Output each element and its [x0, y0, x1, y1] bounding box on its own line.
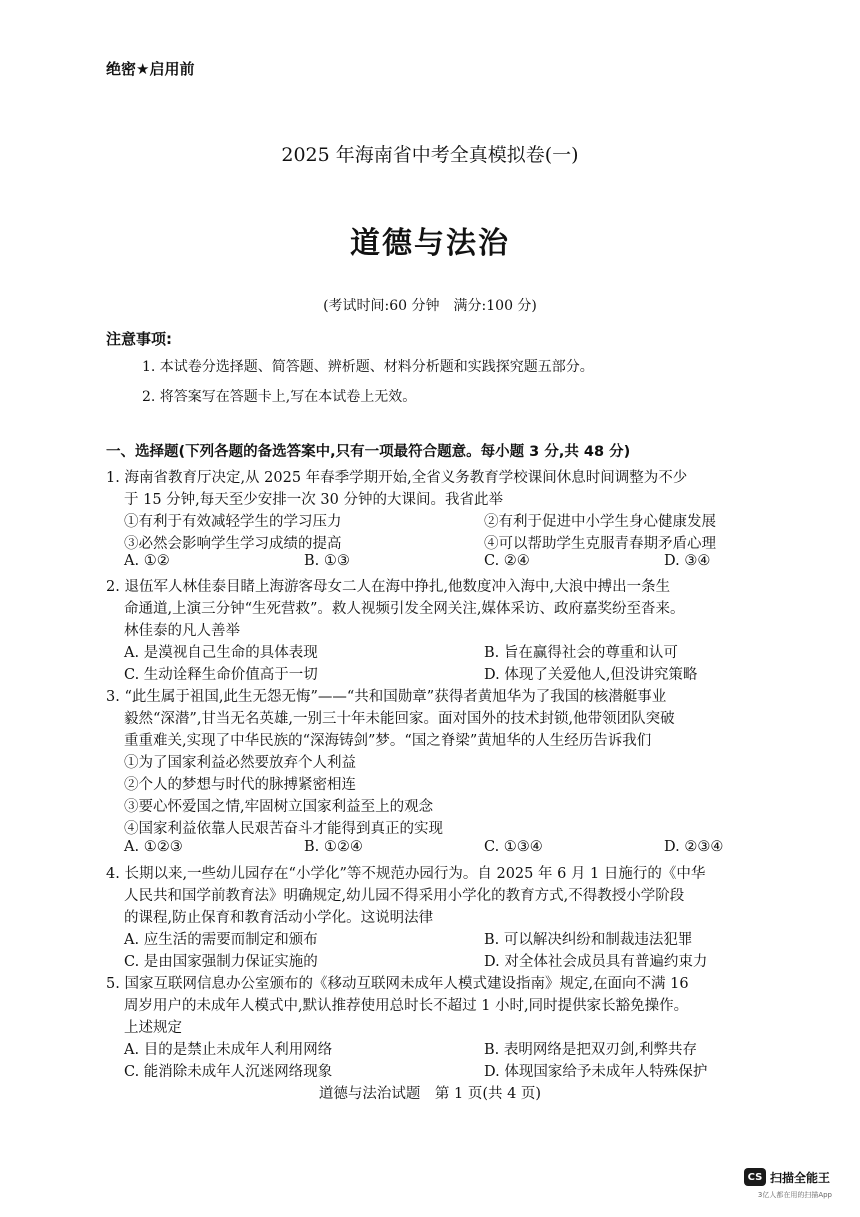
option-a: A. ①②③	[124, 839, 183, 855]
option-a: A. 是漠视自己生命的具体表现	[124, 645, 318, 661]
scanner-watermark	[744, 1168, 830, 1186]
question-stem: 2. 退伍军人林佳泰目睹上海游客母女二人在海中挣扎,他数度冲入海中,大浪中搏出一条生	[106, 579, 671, 595]
option-d: D. ③④	[664, 553, 711, 569]
question-stem: 上述规定	[124, 1020, 182, 1036]
notice-item: 2. 将答案写在答题卡上,写在本试卷上无效。	[142, 389, 417, 405]
page-footer: 道德与法治试题 第 1 页(共 4 页)	[318, 1086, 542, 1102]
question-stem: 3. “此生属于祖国,此生无怨无悔”——“共和国勋章”获得者黄旭华为了我国的核潜艇事业	[106, 689, 667, 705]
statement-item: ③必然会影响学生学习成绩的提高	[124, 536, 342, 552]
question-stem: 的课程,防止保育和教育活动小学化。这说明法律	[124, 910, 434, 926]
option-d: D. 体现国家给予未成年人特殊保护	[484, 1064, 708, 1080]
option-c: C. ①③④	[484, 839, 543, 855]
scanner-tagline: 3亿人都在用的扫描App	[757, 1191, 832, 1199]
option-d: D. 体现了关爱他人,但没讲究策略	[484, 667, 698, 683]
question-stem: 于 15 分钟,每天至少安排一次 30 分钟的大课间。我省此举	[124, 492, 503, 508]
statement-item: ④可以帮助学生克服青春期矛盾心理	[484, 536, 716, 552]
question-stem: 1. 海南省教育厅决定,从 2025 年春季学期开始,全省义务教育学校课间休息时间调整为不少	[106, 470, 688, 486]
statement-item: ③要心怀爱国之情,牢固树立国家利益至上的观念	[124, 799, 434, 815]
question-stem: 重重难关,实现了中华民族的“深海铸剑”梦。“国之脊梁”黄旭华的人生经历告诉我们	[124, 733, 652, 749]
option-c: C. 生动诠释生命价值高于一切	[124, 667, 318, 683]
option-b: B. ①②④	[304, 839, 363, 855]
option-c: C. 能消除未成年人沉迷网络现象	[124, 1064, 333, 1080]
option-d: D. 对全体社会成员具有普遍约束力	[484, 954, 708, 970]
option-b: B. 可以解决纠纷和制裁违法犯罪	[484, 932, 693, 948]
question-stem: 4. 长期以来,一些幼儿园存在“小学化”等不规范办园行为。自 2025 年 6 月 1 日施行的《中华	[106, 866, 706, 882]
option-a: A. 应生活的需要而制定和颁布	[124, 932, 318, 948]
statement-item: ②有利于促进中小学生身心健康发展	[484, 514, 716, 530]
question-stem: 林佳泰的凡人善举	[124, 623, 240, 639]
option-c: C. 是由国家强制力保证实施的	[124, 954, 318, 970]
scanner-logo-icon: CS	[744, 1168, 766, 1186]
notice-title: 注意事项:	[106, 330, 172, 348]
section-title: 一、选择题(下列各题的备选答案中,只有一项最符合题意。每小题 3 分,共 48 分)	[106, 444, 631, 460]
statement-item: ①有利于有效减轻学生的学习压力	[124, 514, 342, 530]
question-stem: 人民共和国学前教育法》明确规定,幼儿园不得采用小学化的教育方式,不得教授小学阶段	[124, 888, 685, 904]
option-a: A. ①②	[124, 553, 170, 569]
statement-item: ④国家利益依靠人民艰苦奋斗才能得到真正的实现	[124, 821, 443, 837]
exam-title: 2025 年海南省中考全真模拟卷(一)	[281, 144, 579, 166]
statement-item: ②个人的梦想与时代的脉搏紧密相连	[124, 777, 356, 793]
option-b: B. ①③	[304, 553, 350, 569]
option-b: B. 表明网络是把双刃剑,利弊共存	[484, 1042, 697, 1058]
exam-time-info: (考试时间:60 分钟 满分:100 分)	[323, 298, 537, 314]
question-stem: 命通道,上演三分钟“生死营救”。救人视频引发全网关注,媒体采访、政府嘉奖纷至沓来。	[124, 601, 685, 617]
option-b: B. 旨在赢得社会的尊重和认可	[484, 645, 678, 661]
scanner-app-name: 扫描全能王	[769, 1170, 830, 1185]
option-d: D. ②③④	[664, 839, 724, 855]
question-stem: 5. 国家互联网信息办公室颁布的《移动互联网未成年人模式建设指南》规定,在面向不满 16	[106, 976, 689, 992]
subject-title: 道德与法治	[350, 226, 510, 261]
option-c: C. ②④	[484, 553, 530, 569]
statement-item: ①为了国家利益必然要放弃个人利益	[124, 755, 356, 771]
option-a: A. 目的是禁止未成年人利用网络	[124, 1042, 333, 1058]
notice-item: 1. 本试卷分选择题、简答题、辨析题、材料分析题和实践探究题五部分。	[142, 359, 594, 375]
question-stem: 毅然“深潜”,甘当无名英雄,一别三十年未能回家。面对国外的技术封锁,他带领团队突破	[124, 711, 675, 727]
question-stem: 周岁用户的未成年人模式中,默认推荐使用总时长不超过 1 小时,同时提供家长豁免操作。	[124, 998, 689, 1014]
confidential-mark: 绝密★启用前	[106, 60, 195, 78]
